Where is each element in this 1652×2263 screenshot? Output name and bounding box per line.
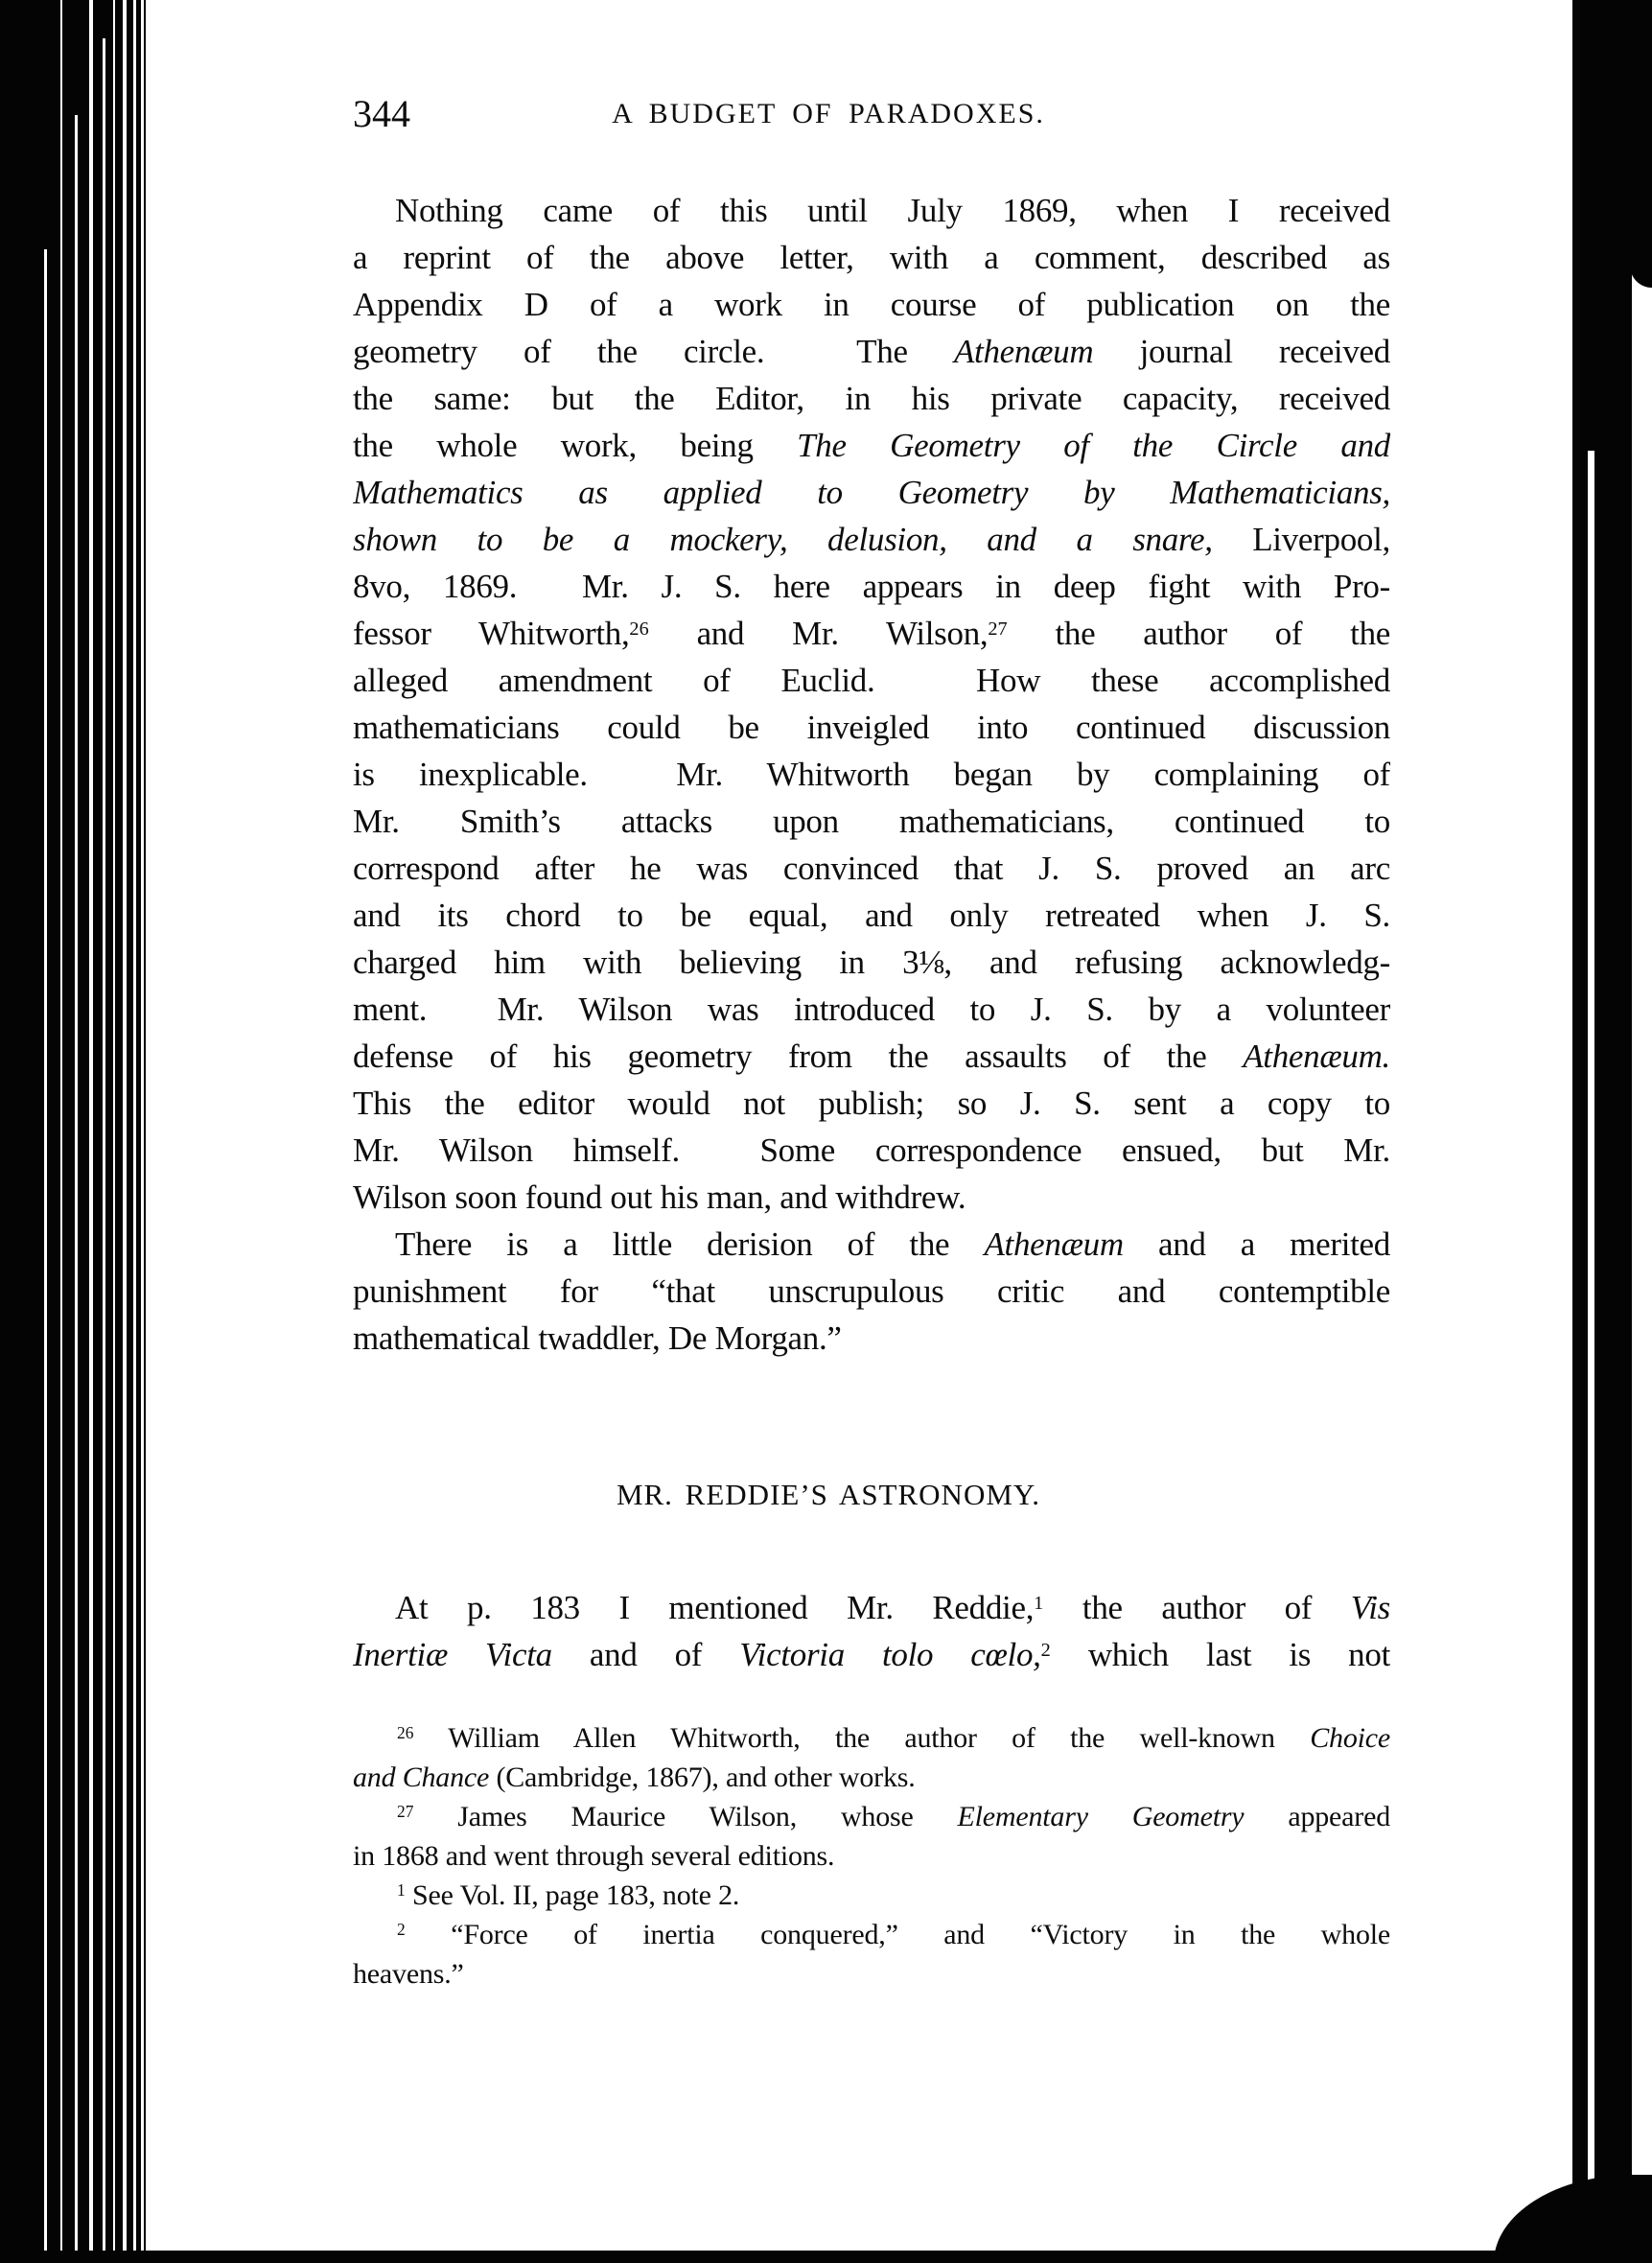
text-segment: James Maurice Wilson, whose [413, 1801, 958, 1832]
text-segment: and of [551, 1636, 740, 1673]
text-segment: alleged amendment of Euclid. How these accomplished [353, 662, 1390, 699]
text-segment: Victoria tolo cœlo, [739, 1636, 1041, 1673]
scan-streak [60, 0, 62, 2263]
footnote-marker: 2 [397, 1920, 406, 1940]
text-line [353, 1080, 1390, 1127]
text-segment: heavens.” [353, 1958, 464, 1990]
scan-streak [133, 0, 136, 2263]
text-segment: There is a little derision of the [395, 1225, 985, 1263]
text-line [353, 1221, 1390, 1268]
text-line [353, 563, 1390, 610]
text-line [353, 234, 1390, 281]
text-line [353, 1268, 1390, 1315]
text-line [353, 1033, 1390, 1080]
text-line [353, 422, 1390, 469]
footnote-27-wilson [353, 1797, 1390, 1876]
text-segment: Choice [1310, 1722, 1390, 1754]
book-binding-left-edge [0, 0, 146, 2263]
page-bottom-edge-shadow [0, 2251, 1652, 2263]
text-segment: and a merited [1123, 1225, 1390, 1263]
footnote-marker: 27 [397, 1802, 414, 1822]
text-segment: Mathematics as applied to Geometry by Mathematicians, [353, 474, 1390, 511]
text-segment: See Vol. II, page 183, note 2. [405, 1879, 740, 1911]
body-text [353, 187, 1390, 1362]
text-segment: Mr. Wilson himself. Some correspondence ensued, but Mr. [353, 1132, 1390, 1169]
text-line [353, 375, 1390, 422]
text-segment: shown to be a mockery, delusion, and a snare, [353, 521, 1213, 558]
text-segment: punishment for “that unscrupulous critic and contemptible [353, 1272, 1390, 1310]
footnote-marker: 26 [629, 618, 649, 640]
text-segment: a reprint of the above letter, with a comment, described as [353, 239, 1390, 276]
text-line [353, 1915, 1390, 1954]
paragraph-derision [353, 1221, 1390, 1362]
text-line [353, 1174, 1390, 1221]
page-right-edge-shadow [1572, 0, 1632, 2263]
scan-streak [89, 0, 93, 2263]
section-heading: MR. REDDIE’S ASTRONOMY. [616, 1478, 1041, 1511]
text-line [353, 845, 1390, 892]
footnote-marker: 27 [988, 618, 1008, 640]
scan-streak [141, 0, 144, 2263]
text-segment: the author of [1043, 1589, 1351, 1626]
text-line [353, 1718, 1390, 1758]
text-segment: charged him with believing in 3⅛, and refusing acknowledg- [353, 944, 1390, 981]
page-right-edge-streak [1588, 451, 1594, 2263]
text-line [353, 1876, 1390, 1915]
text-segment: journal received [1093, 333, 1390, 370]
page-number: 344 [353, 92, 410, 135]
text-segment: appeared [1244, 1801, 1390, 1832]
text-segment: defense of his geometry from the assaults of the [353, 1038, 1244, 1075]
footnote-1-see-vol [353, 1876, 1390, 1915]
text-segment: At p. 183 I mentioned Mr. Reddie, [395, 1589, 1035, 1626]
scan-streak [113, 0, 115, 2263]
text-line [353, 1797, 1390, 1836]
text-segment: which last is not [1050, 1636, 1390, 1673]
text-line [353, 798, 1390, 845]
text-line [353, 1954, 1390, 1994]
text-segment: Liverpool, [1212, 521, 1390, 558]
text-segment: “Force of inertia conquered,” and “Victory in the whole [405, 1919, 1390, 1950]
text-segment: Athenæum. [1243, 1038, 1390, 1075]
text-line [353, 892, 1390, 939]
text-line [353, 610, 1390, 657]
text-line [353, 328, 1390, 375]
paragraph-appendix-d [353, 187, 1390, 1221]
scan-streak [44, 249, 47, 2263]
footnote-26-whitworth [353, 1718, 1390, 1797]
footnote-marker: 26 [397, 1723, 414, 1743]
text-segment: the whole work, being [353, 427, 798, 464]
text-segment: This the editor would not publish; so J. S. sent a copy to [353, 1085, 1390, 1122]
text-line [353, 187, 1390, 234]
text-segment: Wilson soon found out his man, and withdrew. [353, 1178, 966, 1216]
text-line [353, 1836, 1390, 1876]
scan-streak [75, 115, 78, 2263]
text-segment: Vis [1350, 1589, 1390, 1626]
footnote-marker: 1 [1034, 1592, 1044, 1614]
text-line [353, 986, 1390, 1033]
text-segment: (Cambridge, 1867), and other works. [489, 1761, 916, 1793]
text-line [353, 516, 1390, 563]
text-line [353, 704, 1390, 751]
text-segment: Athenæum [984, 1225, 1124, 1263]
page-content [353, 92, 1390, 1994]
text-segment: ment. Mr. Wilson was introduced to J. S. by a volunteer [353, 991, 1390, 1028]
text-segment: fessor Whitworth, [353, 615, 630, 652]
text-line [353, 1631, 1390, 1678]
footnote-2-force-of-inertia [353, 1915, 1390, 1994]
text-segment: geometry of the circle. The [353, 333, 954, 370]
text-line [353, 1584, 1390, 1631]
text-segment: William Allen Whitworth, the author of the well-known [413, 1722, 1311, 1754]
text-line [353, 469, 1390, 516]
page-header [353, 92, 1390, 136]
text-segment: and its chord to be equal, and only retreated when J. S. [353, 897, 1390, 934]
text-segment: The Geometry of the Circle and [797, 427, 1390, 464]
body-text-after-heading [353, 1584, 1390, 1678]
scan-streak [103, 38, 105, 2263]
text-line [353, 657, 1390, 704]
text-line [353, 1758, 1390, 1797]
text-line [353, 751, 1390, 798]
text-segment: 8vo, 1869. Mr. J. S. here appears in deep fight with Pro- [353, 568, 1390, 605]
page-right-corner-shadow [1630, 0, 1652, 288]
footnotes [353, 1718, 1390, 1994]
running-title: A BUDGET OF PARADOXES. [612, 98, 1045, 129]
text-segment: and Chance [353, 1761, 490, 1793]
text-segment: Appendix D of a work in course of publication on the [353, 286, 1390, 323]
text-segment: the same: but the Editor, in his private capacity, received [353, 380, 1390, 417]
text-line [353, 939, 1390, 986]
text-segment: and Mr. Wilson, [648, 615, 989, 652]
text-line [353, 1127, 1390, 1174]
scan-streak [123, 0, 127, 2263]
footnote-marker: 2 [1040, 1639, 1051, 1661]
text-segment: the author of the [1007, 615, 1390, 652]
text-segment: Mr. Smith’s attacks upon mathematicians, continued to [353, 803, 1390, 840]
text-segment: Athenæum [953, 333, 1094, 370]
text-line [353, 281, 1390, 328]
text-segment: correspond after he was convinced that J. S. proved an arc [353, 850, 1390, 887]
text-segment: mathematical twaddler, De Morgan.” [353, 1319, 842, 1357]
text-segment: Elementary Geometry [957, 1801, 1245, 1832]
paragraph-reddie [353, 1584, 1390, 1678]
text-segment: in 1868 and went through several editions. [353, 1840, 835, 1872]
text-segment: Inertiæ Victa [353, 1636, 552, 1673]
text-segment: is inexplicable. Mr. Whitworth began by complaining of [353, 756, 1390, 793]
text-segment: Nothing came of this until July 1869, when I received [395, 192, 1390, 229]
text-line [353, 1315, 1390, 1362]
text-segment: mathematicians could be inveigled into continued discussion [353, 709, 1390, 746]
footnote-marker: 1 [397, 1880, 406, 1901]
